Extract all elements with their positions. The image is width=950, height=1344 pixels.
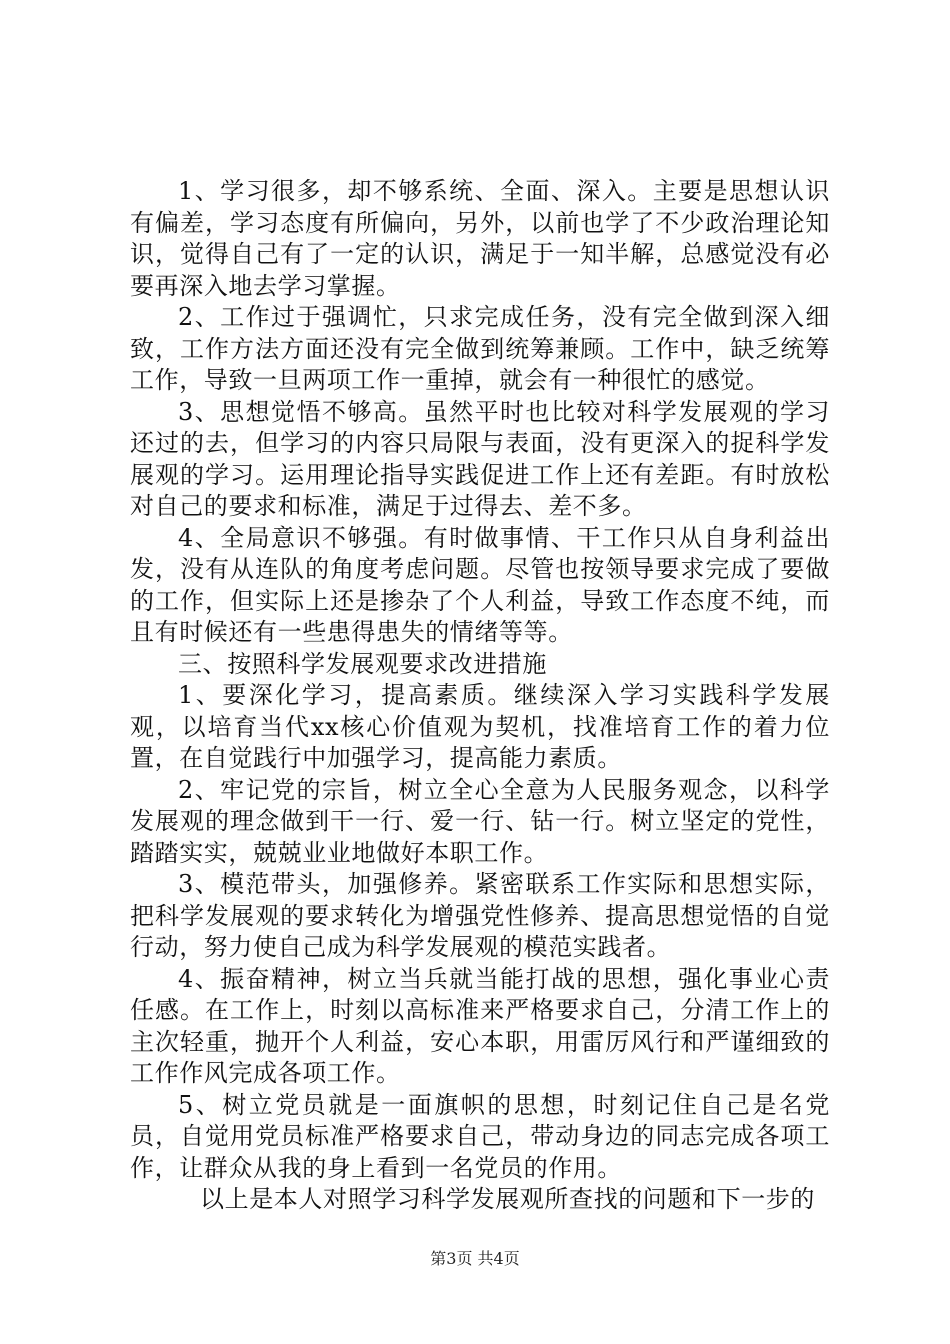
paragraph-item-1: 1、学习很多，却不够系统、全面、深入。主要是思想认识有偏差，学习态度有所偏向，另外，以前也学了不少政治理论知识，觉得自己有了一定的认识，满足于一知半解，总感觉没有必要再深入地去学习掌握。 (130, 177, 830, 300)
paragraph-item-4: 4、全局意识不够强。有时做事情、干工作只从自身利益出发，没有从连队的角度考虑问题。尽管也按领导要求完成了要做的工作，但实际上还是掺杂了个人利益，导致工作态度不纯，而且有时候还有一些患得患失的情绪等等。 (130, 523, 830, 646)
section-heading: 三、按照科学发展观要求改进措施 (178, 649, 547, 678)
page-number-label: 第3页 共4页 (430, 1249, 520, 1268)
document-body (130, 176, 830, 1216)
page-footer (0, 1246, 950, 1269)
measure-item-1: 1、要深化学习，提高素质。继续深入学习实践科学发展观，以培育当代xx核心价值观为契机，找准培育工作的着力位置，在自觉践行中加强学习，提高能力素质。 (130, 681, 830, 772)
measure-item-5: 5、树立党员就是一面旗帜的思想，时刻记住自己是名党员，自觉用党员标准严格要求自己，带动身边的同志完成各项工作，让群众从我的身上看到一名党员的作用。 (130, 1090, 830, 1182)
measure-item-4: 4、振奋精神，树立当兵就当能打战的思想，强化事业心责任感。在工作上，时刻以高标准来严格要求自己，分清工作上的主次轻重，抛开个人利益，安心本职，用雷厉风行和严谨细致的工作作风完成各项工作。 (130, 964, 830, 1087)
closing-paragraph: 以上是本人对照学习科学发展观所查找的问题和下一步的 (200, 1185, 815, 1213)
paragraph-item-2: 2、工作过于强调忙，只求完成任务，没有完全做到深入细致，工作方法方面还没有完全做到统筹兼顾。工作中，缺乏统筹工作，导致一旦两项工作一重掉，就会有一种很忙的感觉。 (130, 303, 830, 394)
paragraph-item-3: 3、思想觉悟不够高。虽然平时也比较对科学发展观的学习还过的去，但学习的内容只局限与表面，没有更深入的捉科学发展观的学习。运用理论指导实践促进工作上还有差距。有时放松对自己的要求和标准，满足于过得去、差不多。 (130, 397, 830, 520)
measure-item-2: 2、牢记党的宗旨，树立全心全意为人民服务观念，以科学发展观的理念做到干一行、爱一行、钻一行。树立坚定的党性，踏踏实实，兢兢业业地做好本职工作。 (130, 775, 830, 867)
measure-item-3: 3、模范带头，加强修养。紧密联系工作实际和思想实际，把科学发展观的要求转化为增强党性修养、提高思想觉悟的自觉行动，努力使自己成为科学发展观的模范实践者。 (130, 870, 830, 961)
